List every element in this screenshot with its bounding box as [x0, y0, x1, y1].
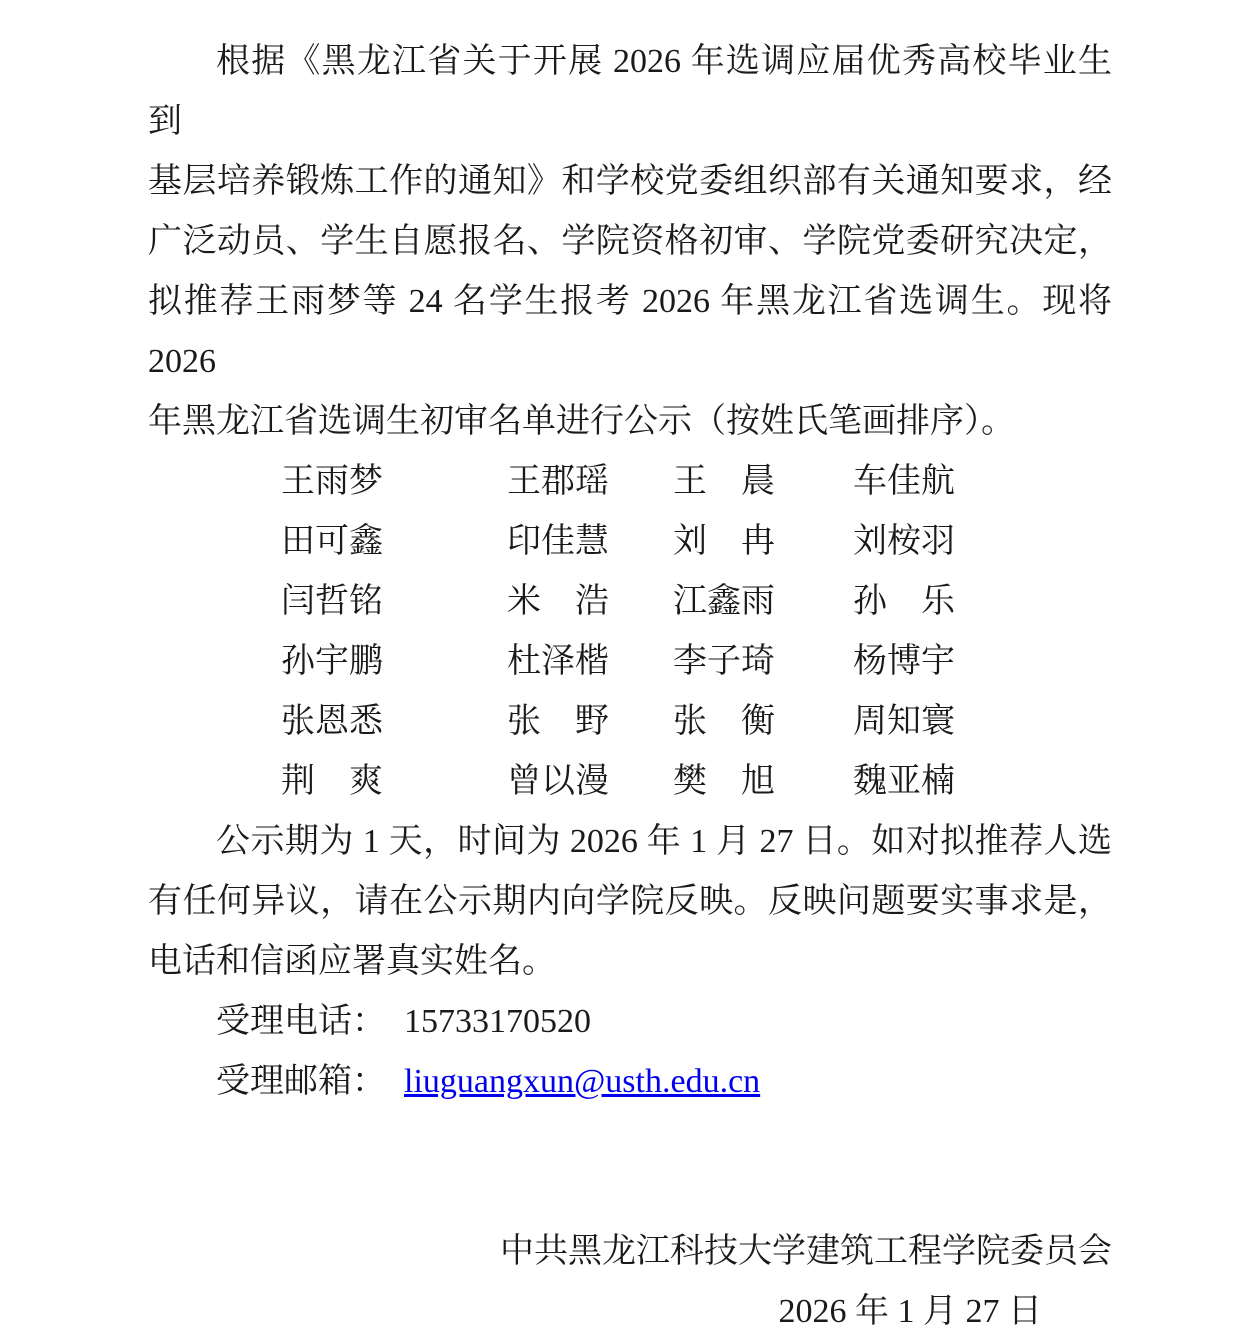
issuing-committee: 中共黑龙江科技大学建筑工程学院委员会: [500, 1233, 1112, 1270]
candidate-name: 王雨梦: [281, 463, 383, 500]
candidate-name: 田可鑫: [281, 523, 383, 560]
intro-paragraph: [148, 32, 1112, 452]
email-link[interactable]: liuguangxun@usth.edu.cn: [404, 1063, 761, 1100]
name-row: [281, 692, 1112, 752]
candidate-name: 王 晨: [673, 463, 775, 500]
email-line: [148, 1052, 1112, 1112]
candidate-name: 王郡瑶: [507, 463, 609, 500]
candidate-name: 孙宇鹏: [281, 643, 383, 680]
name-row: [281, 452, 1112, 512]
name-row: [281, 512, 1112, 572]
candidate-name: 魏亚楠: [853, 763, 955, 800]
candidate-name: 曾以漫: [507, 763, 609, 800]
email-label: 受理邮箱：: [216, 1063, 386, 1100]
issue-date: 2026 年 1 月 27 日: [778, 1293, 1042, 1330]
paragraph-line: 年黑龙江省选调生初审名单进行公示（按姓氏笔画排序）。: [148, 403, 1015, 440]
candidate-name: 周知寰: [853, 703, 955, 740]
phone-line: [148, 992, 1112, 1052]
candidate-name: 杨博宇: [853, 643, 955, 680]
candidate-name: 李子琦: [673, 643, 775, 680]
candidate-name-list: [148, 452, 1112, 812]
candidate-name: 樊 旭: [673, 763, 775, 800]
name-row: [281, 572, 1112, 632]
paragraph-line: 广泛动员、学生自愿报名、学院资格初审、学院党委研究决定，: [148, 223, 1112, 260]
paragraph-line: 拟推荐王雨梦等 24 名学生报考 2026 年黑龙江省选调生。现将 2026: [148, 283, 1112, 380]
paragraph-line: 电话和信函应署真实姓名。: [148, 943, 556, 980]
candidate-name: 张恩悉: [281, 703, 383, 740]
candidate-name: 刘桉羽: [853, 523, 955, 560]
phone-number: 15733170520: [404, 1003, 591, 1040]
vertical-spacer: [148, 1112, 1112, 1222]
candidate-name: 孙 乐: [853, 583, 955, 620]
candidate-name: 张 野: [507, 703, 609, 740]
candidate-name: 杜泽楷: [507, 643, 609, 680]
name-row: [281, 632, 1112, 692]
candidate-name: 印佳慧: [507, 523, 609, 560]
paragraph-line: 公示期为 1 天，时间为 2026 年 1 月 27 日。如对拟推荐人选: [216, 823, 1112, 860]
notice-paragraph: [148, 812, 1112, 992]
candidate-name: 江鑫雨: [673, 583, 775, 620]
candidate-name: 荆 爽: [281, 763, 383, 800]
paragraph-line: 有任何异议，请在公示期内向学院反映。反映问题要实事求是，: [148, 883, 1112, 920]
signature-block: [148, 1222, 1112, 1342]
contact-section: [148, 992, 1112, 1112]
paragraph-line: 根据《黑龙江省关于开展 2026 年选调应届优秀高校毕业生到: [148, 43, 1112, 140]
candidate-name: 车佳航: [853, 463, 955, 500]
candidate-name: 刘 冉: [673, 523, 775, 560]
candidate-name: 张 衡: [673, 703, 775, 740]
phone-label: 受理电话：: [216, 1003, 386, 1040]
candidate-name: 闫哲铭: [281, 583, 383, 620]
name-row: [281, 752, 1112, 812]
paragraph-line: 基层培养锻炼工作的通知》和学校党委组织部有关通知要求，经: [148, 163, 1112, 200]
candidate-name: 米 浩: [507, 583, 609, 620]
